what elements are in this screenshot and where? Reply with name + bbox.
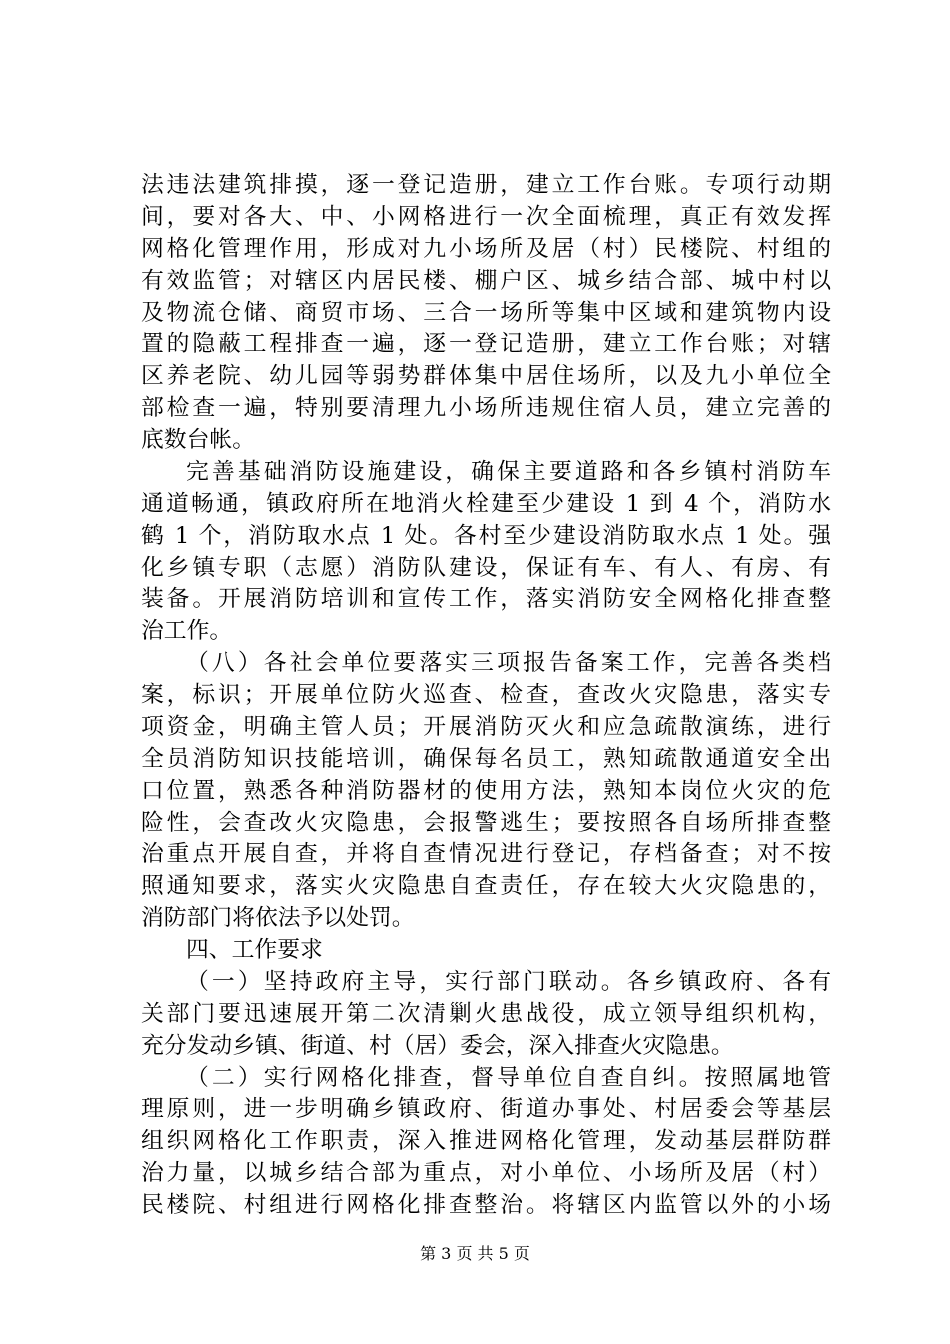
text-line: 底数台帐。 — [141, 427, 255, 453]
text-line: 间，要对各大、中、小网格进行一次全面梳理，真正有效发挥 — [141, 203, 831, 230]
text-line: 部检查一遍，特别要清理九小场所违规住宿人员，建立完善的 — [141, 395, 831, 422]
text-line: 鹤 1 个，消防取水点 1 处。各村至少建设消防取水点 1 处。强 — [141, 522, 831, 549]
text-line: 险性，会查改火灾隐患，会报警逃生；要按照各自场所排查整 — [141, 809, 831, 836]
text-line: 口位置，熟悉各种消防器材的使用方法，熟知本岗位火灾的危 — [141, 777, 831, 804]
text-line: （一）坚持政府主导，实行部门联动。各乡镇政府、各有 — [186, 968, 831, 995]
section-heading: 四、工作要求 — [186, 937, 323, 963]
text-line: （八）各社会单位要落实三项报告备案工作，完善各类档 — [186, 650, 831, 677]
text-line: 关部门要迅速展开第二次清剿火患战役，成立领导组织机构， — [141, 1000, 831, 1027]
text-line: 充分发动乡镇、街道、村（居）委会，深入排查火灾隐患。 — [141, 1032, 734, 1059]
text-line: 民楼院、村组进行网格化排查整治。将辖区内监管以外的小场 — [141, 1192, 831, 1218]
text-line: 项资金，明确主管人员；开展消防灭火和应急疏散演练，进行 — [141, 713, 831, 740]
text-line: （二）实行网格化排查，督导单位自查自纠。按照属地管 — [186, 1064, 831, 1091]
text-line: 法违法建筑排摸，逐一登记造册，建立工作台账。专项行动期 — [141, 172, 831, 198]
text-line: 通道畅通，镇政府所在地消火栓建至少建设 1 到 4 个，消防水 — [141, 490, 831, 517]
text-line: 网格化管理作用，形成对九小场所及居（村）民楼院、村组的 — [141, 235, 831, 262]
text-line: 置的隐蔽工程排查一遍，逐一登记造册，建立工作台账；对辖 — [141, 331, 831, 358]
text-line: 治力量，以城乡结合部为重点，对小单位、小场所及居（村） — [141, 1160, 831, 1187]
text-line: 消防部门将依法予以处罚。 — [141, 905, 415, 932]
page-number-footer: 第 3 页 共 5 页 — [420, 1244, 530, 1263]
text-line: 化乡镇专职（志愿）消防队建设，保证有车、有人、有房、有 — [141, 554, 831, 581]
text-line: 照通知要求，落实火灾隐患自查责任，存在较大火灾隐患的， — [141, 873, 831, 900]
text-line: 案，标识；开展单位防火巡查、检查，查改火灾隐患，落实专 — [141, 682, 831, 708]
text-line: 区养老院、幼儿园等弱势群体集中居住场所，以及九小单位全 — [141, 363, 831, 390]
text-line: 装备。开展消防培训和宣传工作，落实消防安全网格化排查整 — [141, 586, 831, 613]
text-line: 治重点开展自查，并将自查情况进行登记，存档备查；对不按 — [141, 841, 831, 868]
text-line: 全员消防知识技能培训，确保每名员工，熟知疏散通道安全出 — [141, 745, 831, 772]
text-line: 治工作。 — [141, 618, 233, 645]
text-line: 及物流仓储、商贸市场、三合一场所等集中区域和建筑物内设 — [141, 299, 831, 326]
text-line: 有效监管；对辖区内居民楼、棚户区、城乡结合部、城中村以 — [141, 267, 831, 294]
text-line: 组织网格化工作职责，深入推进网格化管理，发动基层群防群 — [141, 1128, 831, 1155]
text-line: 完善基础消防设施建设，确保主要道路和各乡镇村消防车 — [186, 458, 831, 485]
text-line: 理原则，进一步明确乡镇政府、街道办事处、村居委会等基层 — [141, 1096, 831, 1123]
